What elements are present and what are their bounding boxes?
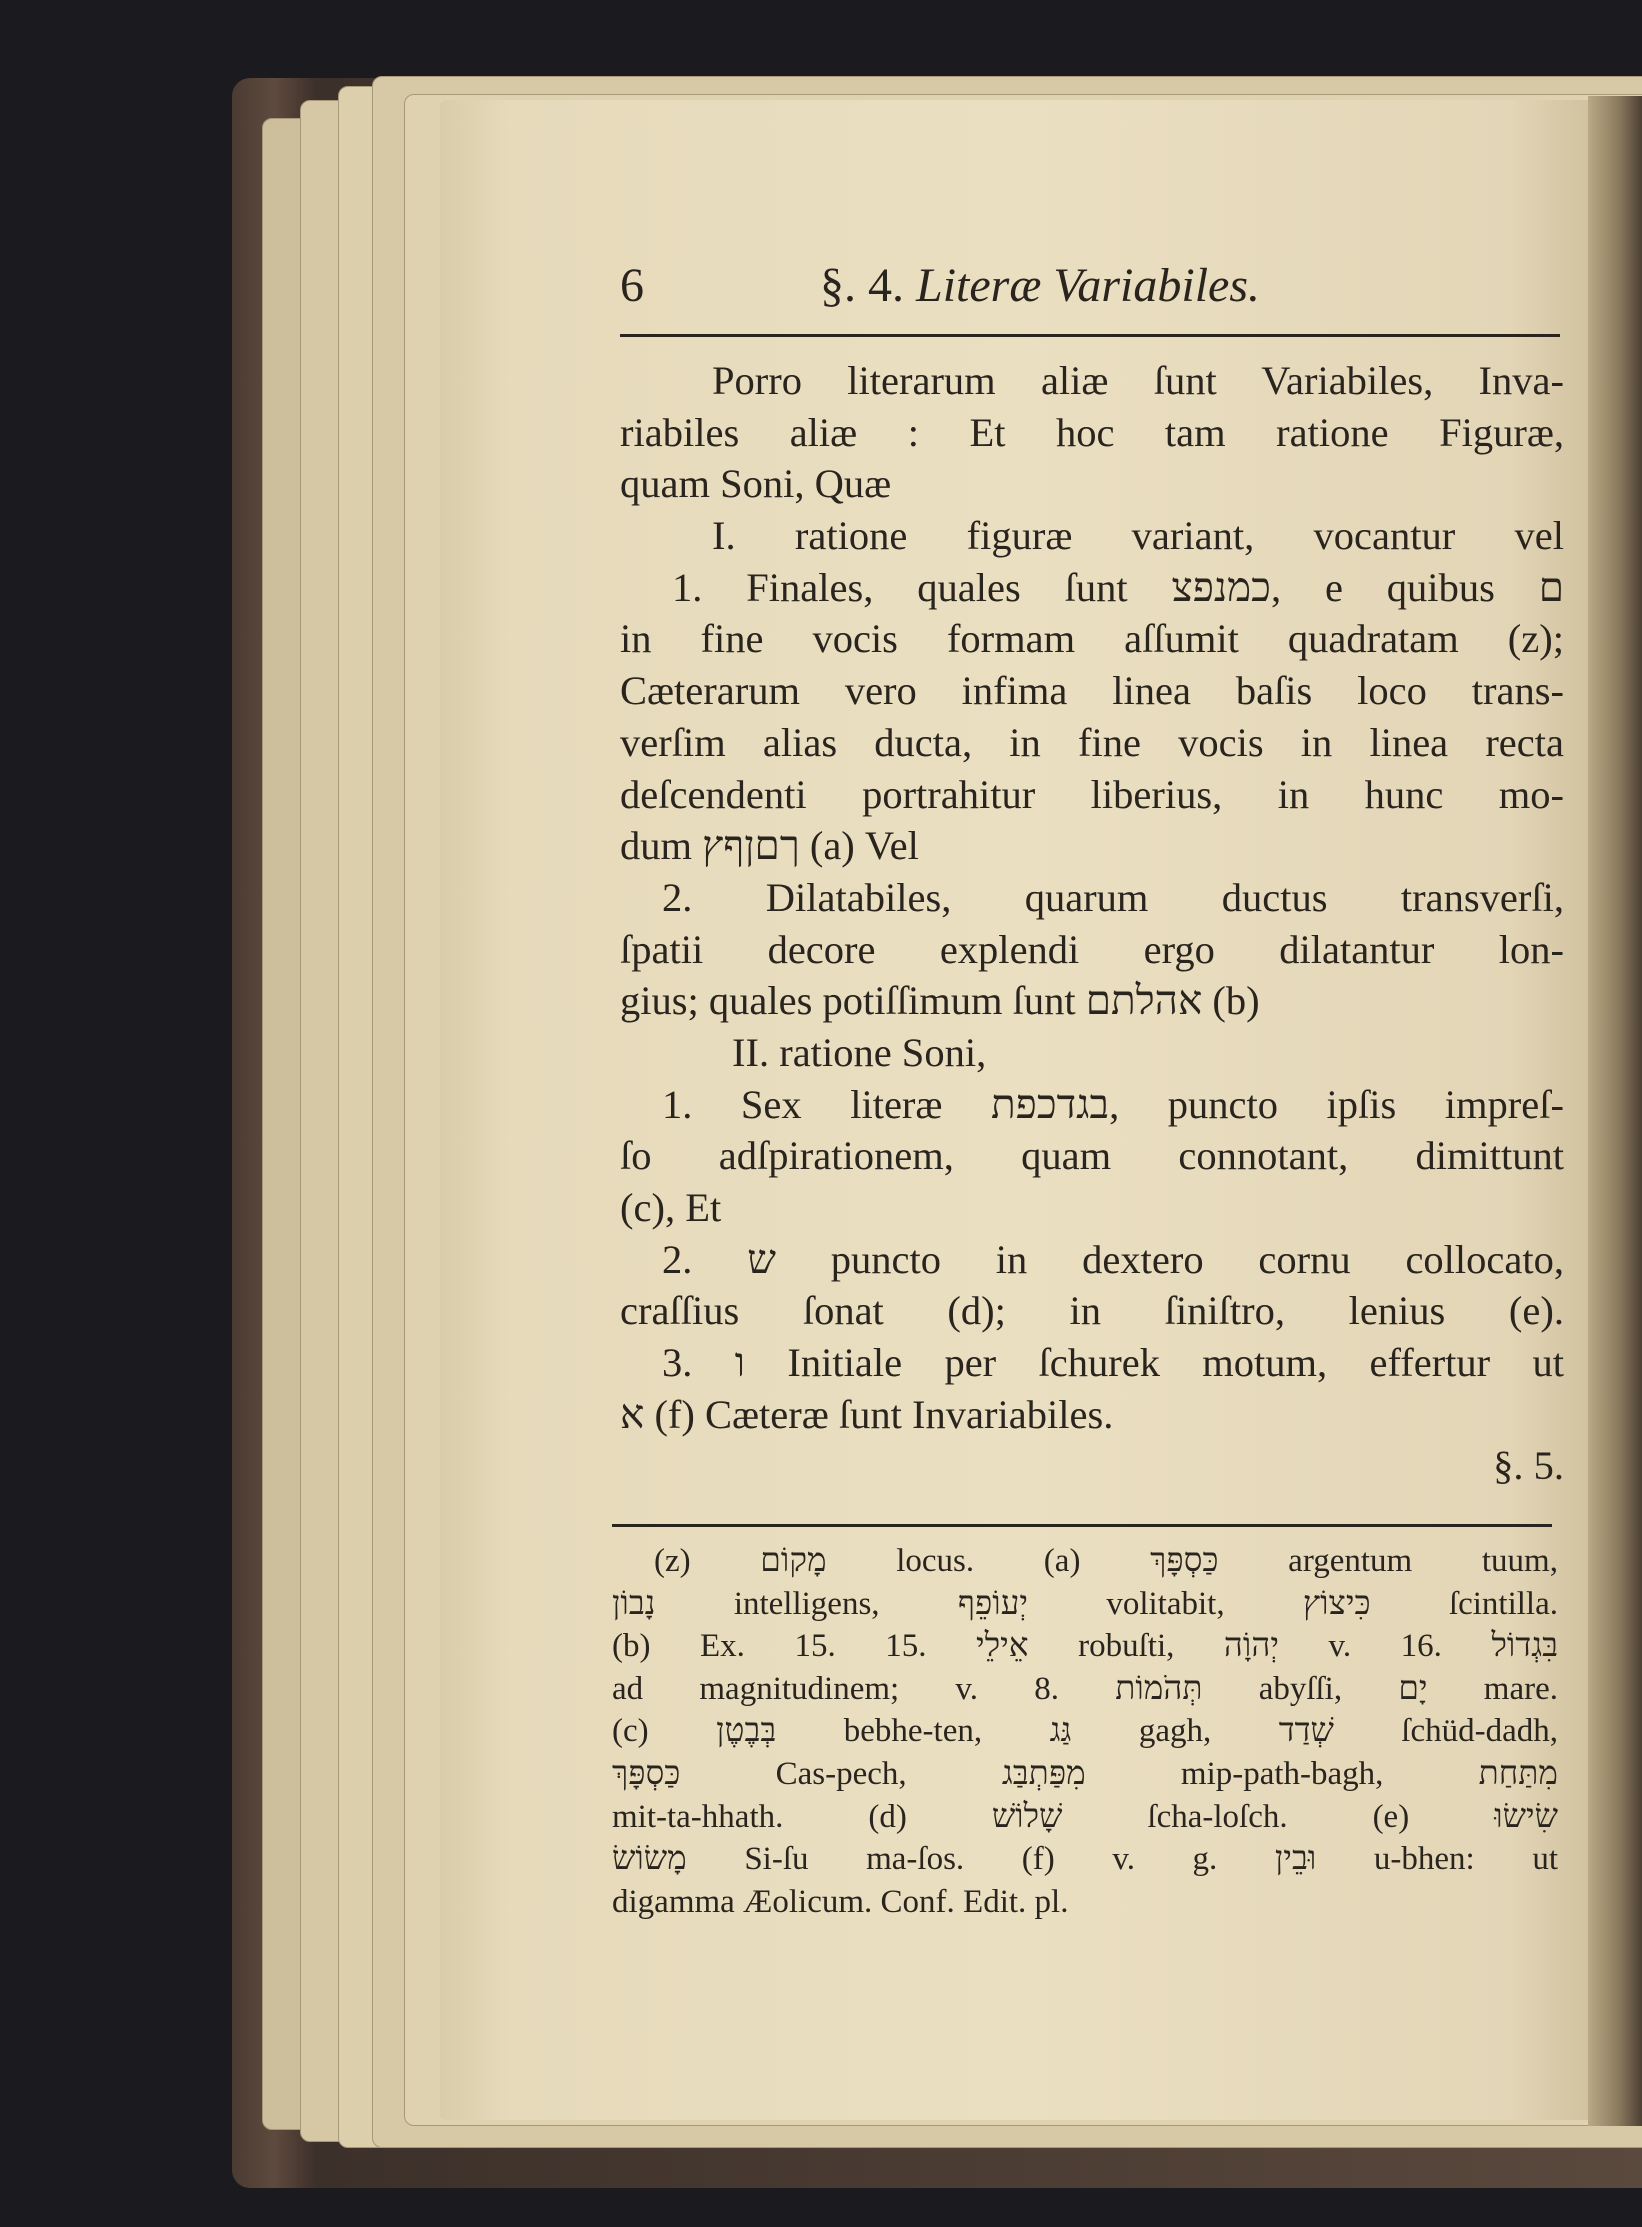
text-line: 1. Sex literæ בגדכפת, puncto ipſis impreſ-: [662, 1081, 1564, 1127]
text-line: 2. ש puncto in dextero cornu collocato,: [662, 1236, 1565, 1282]
text-line: Porro literarum aliæ ſunt Variabiles, Inva-: [712, 358, 1564, 403]
section-heading: [820, 258, 1260, 313]
header-rule: [620, 334, 1560, 337]
footnote-line: (z) מָקוֹם locus. (a) כַּסְפָּךְ argentum tuum,: [654, 1543, 1558, 1579]
text-line: 1. Finales, quales ſunt כמנפצ, e quibus ם: [672, 564, 1564, 610]
footnote-line: כַּסְפָּךְ Cas-pech, מִפַּתְבַּג mip-path-bagh, מִתַּחַת: [612, 1755, 1558, 1792]
text-line: (c), Et: [620, 1185, 722, 1230]
text-line: I. ratione figuræ variant, vocantur vel: [712, 513, 1564, 559]
footnote-line: (c) בְּבֶטֶן bebhe-ten, גַּג gagh, שְׁדַד ſchüd-dadh,: [612, 1713, 1558, 1750]
footnote-line: (b) Ex. 15. 15. אֵילֵי robuſti, יְהוָֹה v. 16. בִּגְדוֹל: [612, 1628, 1559, 1665]
footnotes: [612, 1540, 1558, 1923]
text-line: ſo adſpirationem, quam connotant, dimittunt: [620, 1133, 1564, 1179]
section-number: §. 4.: [820, 259, 904, 312]
text-line: 3. ו Initiale per ſchurek motum, effertur ut: [662, 1340, 1565, 1386]
text-line: verſim alias ducta, in fine vocis in linea recta: [620, 719, 1564, 765]
text-line: riabiles aliæ : Et hoc tam ratione Figuræ,: [620, 409, 1564, 455]
text-line: in fine vocis formam aſſumit quadratam (z);: [620, 616, 1564, 662]
footnote-line: digamma Æolicum. Conf. Edit. pl.: [612, 1883, 1069, 1920]
section-title: Literæ Variabiles.: [916, 259, 1261, 312]
text-line: Cæterarum vero infima linea baſis loco trans-: [620, 668, 1564, 714]
text-line: quam Soni, Quæ: [620, 461, 892, 507]
text-line: dum ךםןףץ (a) Vel: [620, 823, 919, 869]
footnote-line: נָבוֹן intelligens, יְעוֹפֵף volitabit, כִּיצוֹץ ſcintilla.: [612, 1585, 1558, 1622]
text-line: craſſius ſonat (d); in ſiniſtro, lenius (e).: [620, 1288, 1564, 1334]
text-line: gius; quales potiſſimum ſunt אהלתם (b): [620, 978, 1260, 1024]
footnote-line: mit-ta-hhath. (d) שָׁלוֹשׁ ſcha-loſch. (e) שִׂישׂוּ: [612, 1798, 1559, 1835]
footnote-line: ad magnitudinem; v. 8. תְּהֹמוֹת abyſſi, יָם mare.: [612, 1670, 1559, 1707]
footnote-rule: [612, 1524, 1552, 1527]
book-gutter: [1588, 96, 1642, 2126]
footnote-line: מָשׂוֹשׂ Si-ſu ma-ſos. (f) v. g. וּבֵין u-bhen: ut: [612, 1841, 1558, 1878]
text-line: 2. Dilatabiles, quarum ductus transverſi,: [662, 874, 1564, 920]
page-number: 6: [620, 259, 644, 312]
text-line: ſpatii decore explendi ergo dilatantur lon-: [620, 926, 1564, 972]
running-header: [620, 258, 1560, 328]
text-line: א (f) Cæteræ ſunt Invariabiles.: [620, 1391, 1114, 1437]
main-text: [620, 355, 1564, 1492]
text-line: II. ratione Soni,: [732, 1029, 987, 1075]
text-line: deſcendenti portrahitur liberius, in hunc mo-: [620, 771, 1564, 817]
text-line: §. 5.: [1493, 1443, 1564, 1489]
